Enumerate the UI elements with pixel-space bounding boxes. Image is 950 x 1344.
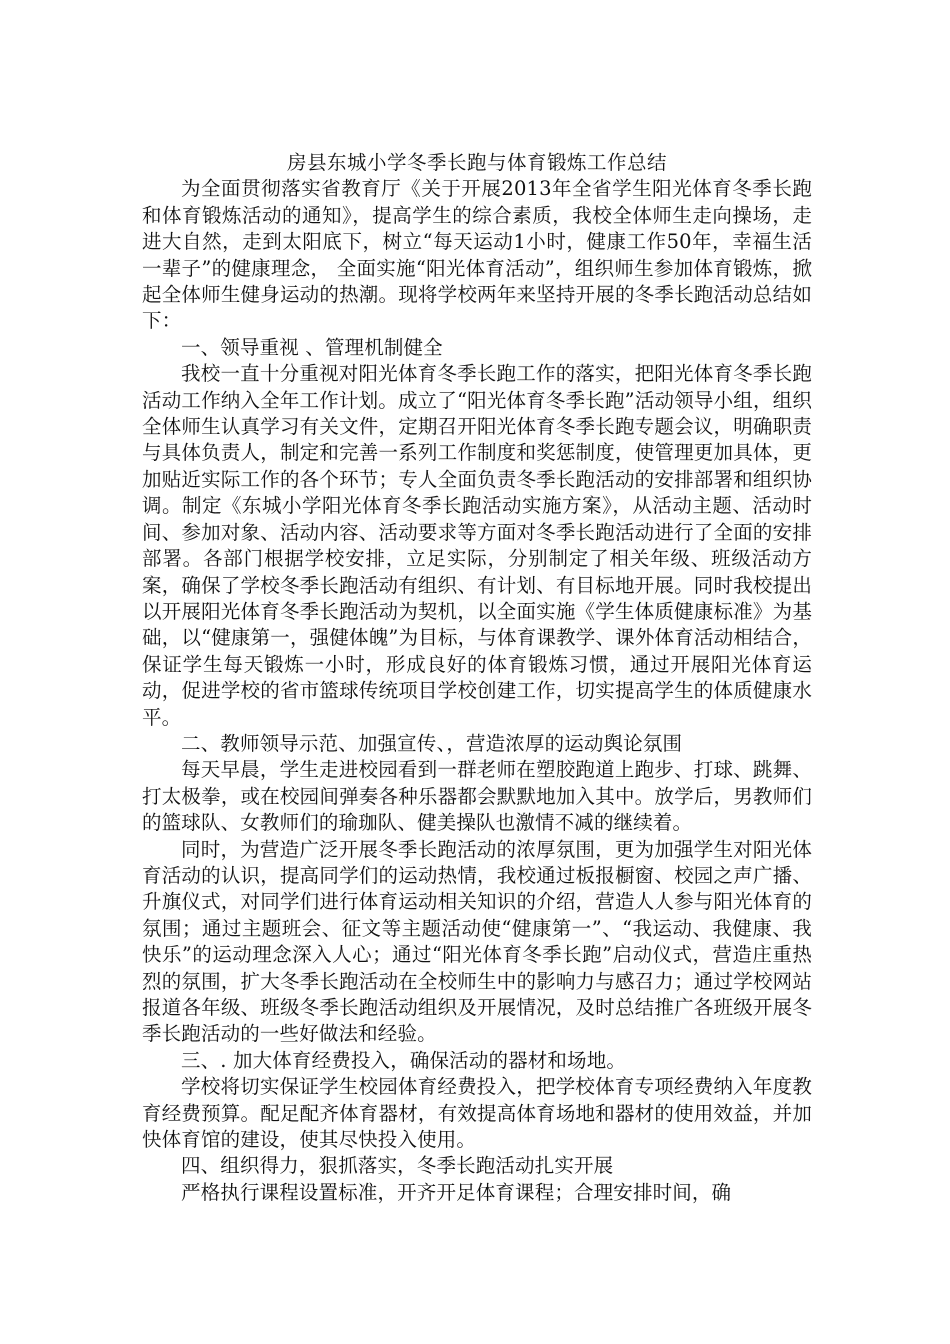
document-title: 房县东城小学冬季长跑与体育锻炼工作总结 <box>286 151 667 174</box>
section-1-paragraph: 我校一直十分重视对阳光体育冬季长跑工作的落实，把阳光体育冬季长跑活动工作纳入全年工作计划。成立了“阳光体育冬季长跑”活动领导小组，组织全体师生认真学习有关文件，定期召开阳光体育冬季长跑专题会议，明确职责与具体负责人，制定和完善一系列工作制度和奖惩制度，使管理更加具体，更加贴近实际工作的各个环节；专人全面负责冬季长跑活动的安排部署和组织协调。制定《东城小学阳光体育冬季长跑活动实施方案》，从活动主题、活动时间、参加对象、活动内容、活动要求等方面对冬季长跑活动进行了全面的安排部署。各部门根据学校安排，立足实际，分别制定了相关年级、班级活动方案，确保了学校冬季长跑活动有组织、有计划、有目标地开展。同时我校提出以开展阳光体育冬季长跑活动为契机，以全面实施《学生体质健康标准》为基础，以“健康第一，强健体魄”为目标，与体育课教学、课外体育活动相结合，保证学生每天锻炼一小时，形成良好的体育锻炼习惯，通过开展阳光体育运动，促进学校的省市篮球传统项目学校创建工作，切实提高学生的体质健康水平。 <box>142 362 812 729</box>
section-2-paragraph-1: 每天早晨，学生走进校园看到一群老师在塑胶跑道上跑步、打球、跳舞、打太极拳，或在校园间弹奏各种乐器都会默默地加入其中。放学后，男教师们的篮球队、女教师们的瑜珈队、健美操队也激情不减的继续着。 <box>142 758 812 835</box>
section-heading-4: 四、组织得力，狠抓落实，冬季长跑活动扎实开展 <box>181 1154 614 1178</box>
intro-paragraph: 为全面贯彻落实省教育厅《关于开展2013年全省学生阳光体育冬季长跑和体育锻炼活动的通知》，提高学生的综合素质，我校全体师生走向操场，走进大自然，走到太阳底下，树立“每天运动1小时，健康工作50年，幸福生活一辈子”的健康理念， 全面实施“阳光体育活动”，组织师生参加体育锻炼，掀起全体师生健身运动的热潮。现将学校两年来坚持开展的冬季长跑活动总结如下： <box>142 177 812 333</box>
section-2-paragraph-2: 同时，为营造广泛开展冬季长跑活动的浓厚氛围，更为加强学生对阳光体育活动的认识，提高同学们的运动热情，我校通过板报橱窗、校园之声广播、升旗仪式，对同学们进行体育运动相关知识的介绍，营造人人参与阳光体育的氛围；通过主题班会、征文等主题活动使“健康第一”、“我运动、我健康、我快乐”的运动理念深入人心；通过“阳光体育冬季长跑”启动仪式，营造庄重热烈的氛围，扩大冬季长跑活动在全校师生中的影响力与感召力；通过学校网站报道各年级、班级冬季长跑活动组织及开展情况，及时总结推广各班级开展冬季长跑活动的一些好做法和经验。 <box>142 837 812 1046</box>
section-heading-3: 三、. 加大体育经费投入，确保活动的器材和场地。 <box>181 1048 626 1072</box>
section-3-paragraph: 学校将切实保证学生校园体育经费投入，把学校体育专项经费纳入年度教育经费预算。配足配齐体育器材，有效提高体育场地和器材的使用效益，并加快体育馆的建设，使其尽快投入使用。 <box>142 1075 812 1152</box>
section-heading-2: 二、教师领导示范、加强宣传、，营造浓厚的运动舆论氛围 <box>181 731 683 755</box>
section-heading-1: 一、领导重视 、管理机制健全 <box>181 335 443 359</box>
document-body <box>142 150 812 1206</box>
section-4-paragraph: 严格执行课程设置标准，开齐开足体育课程；合理安排时间，确 <box>181 1180 732 1204</box>
